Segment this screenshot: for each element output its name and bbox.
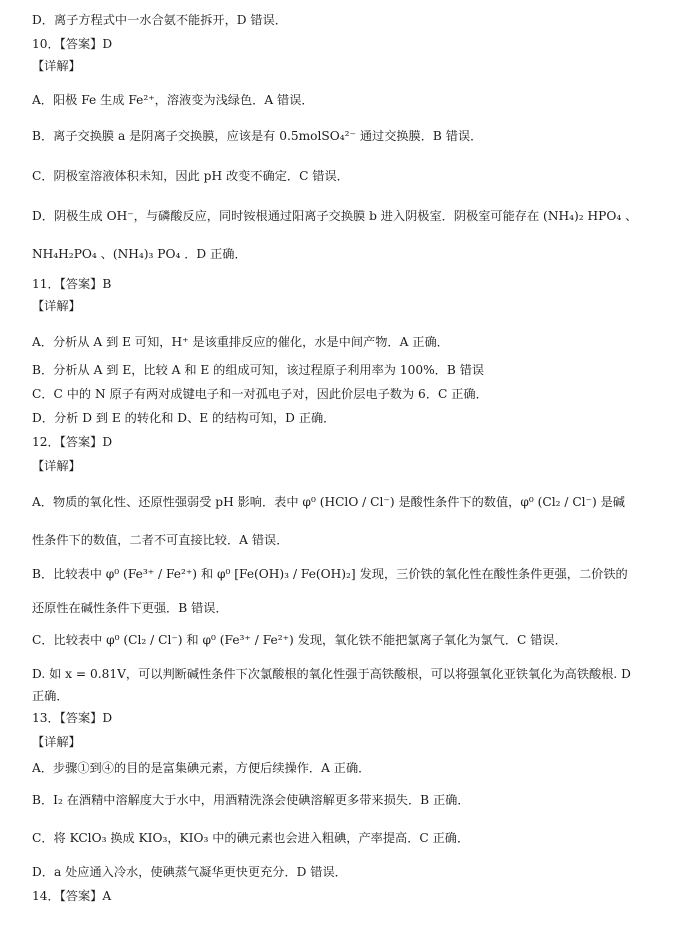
text-line: 性条件下的数值，二者不可直接比较．A 错误． <box>32 533 289 547</box>
text-line: NH₄H₂PO₄ 、(NH₄)₃ PO₄ ．D 正确． <box>32 247 247 261</box>
answer-heading: 11．【答案】B <box>32 277 112 291</box>
text-line: D．阴极生成 OH⁻，与磷酸反应，同时铵根通过阳离子交换膜 b 进入阴极室．阴极室可能存在 (NH₄)₂ HPO₄ 、 <box>32 209 638 223</box>
explanation-heading: 【详解】 <box>32 735 81 749</box>
text-line: C．比较表中 φ⁰ (Cl₂ / Cl⁻) 和 φ⁰ (Fe³⁺ / Fe²⁺) 发现，氧化铁不能把氯离子氧化为氯气．C 错误． <box>32 633 567 647</box>
text-line: A．物质的氧化性、还原性强弱受 pH 影响．表中 φ⁰ (HClO / Cl⁻) 是酸性条件下的数值，φ⁰ (Cl₂ / Cl⁻) 是碱 <box>32 495 625 509</box>
text-line: D．离子方程式中一水合氨不能拆开，D 错误． <box>32 13 287 27</box>
answer-heading: 10．【答案】D <box>32 37 113 51</box>
explanation-heading: 【详解】 <box>32 59 81 73</box>
text-line: D．分析 D 到 E 的转化和 D、E 的结构可知，D 正确． <box>32 411 336 425</box>
text-line: A．阳极 Fe 生成 Fe²⁺，溶液变为浅绿色．A 错误． <box>32 93 314 107</box>
explanation-heading: 【详解】 <box>32 299 81 313</box>
answer-heading: 14．【答案】A <box>32 889 112 903</box>
answer-heading: 13．【答案】D <box>32 711 113 725</box>
text-line: B．比较表中 φ⁰ (Fe³⁺ / Fe²⁺) 和 φ⁰ [Fe(OH)₃ / Fe(OH)₂] 发现，三价铁的氧化性在酸性条件更强，二价铁的 <box>32 567 628 581</box>
text-line: B．I₂ 在酒精中溶解度大于水中，用酒精洗涤会使碘溶解更多带来损失．B 正确． <box>32 793 470 807</box>
text-line: C．C 中的 N 原子有两对成键电子和一对孤电子对，因此价层电子数为 6．C 正确． <box>32 387 488 401</box>
text-line: 还原性在碱性条件下更强．B 错误． <box>32 601 228 615</box>
explanation-heading: 【详解】 <box>32 459 81 473</box>
text-line: A．分析从 A 到 E 可知，H⁺ 是该重排反应的催化，水是中间产物．A 正确． <box>32 335 449 349</box>
answer-heading: 12．【答案】D <box>32 435 113 449</box>
text-line: B．分析从 A 到 E，比较 A 和 E 的组成可知，该过程原子利用率为 100%．B 错误 <box>32 363 485 377</box>
text-line: B．离子交换膜 a 是阴离子交换膜，应该是有 0.5molSO₄²⁻ 通过交换膜．B 错误． <box>32 129 483 143</box>
text-line: D．a 处应通入冷水，使碘蒸气凝华更快更充分．D 错误． <box>32 865 347 879</box>
text-line: C．阴极室溶液体积未知，因此 pH 改变不确定．C 错误． <box>32 169 349 183</box>
text-line: 正确． <box>32 689 69 703</box>
text-line: C．将 KClO₃ 换成 KIO₃，KIO₃ 中的碘元素也会进入粗碘，产率提高．C 正确． <box>32 831 470 845</box>
text-line: A．步骤①到④的目的是富集碘元素，方便后续操作．A 正确． <box>32 761 371 775</box>
text-line: D. 如 x = 0.81V，可以判断碱性条件下次氯酸根的氧化性强于高铁酸根，可以将强氧化亚铁氧化为高铁酸根. D <box>32 667 631 681</box>
